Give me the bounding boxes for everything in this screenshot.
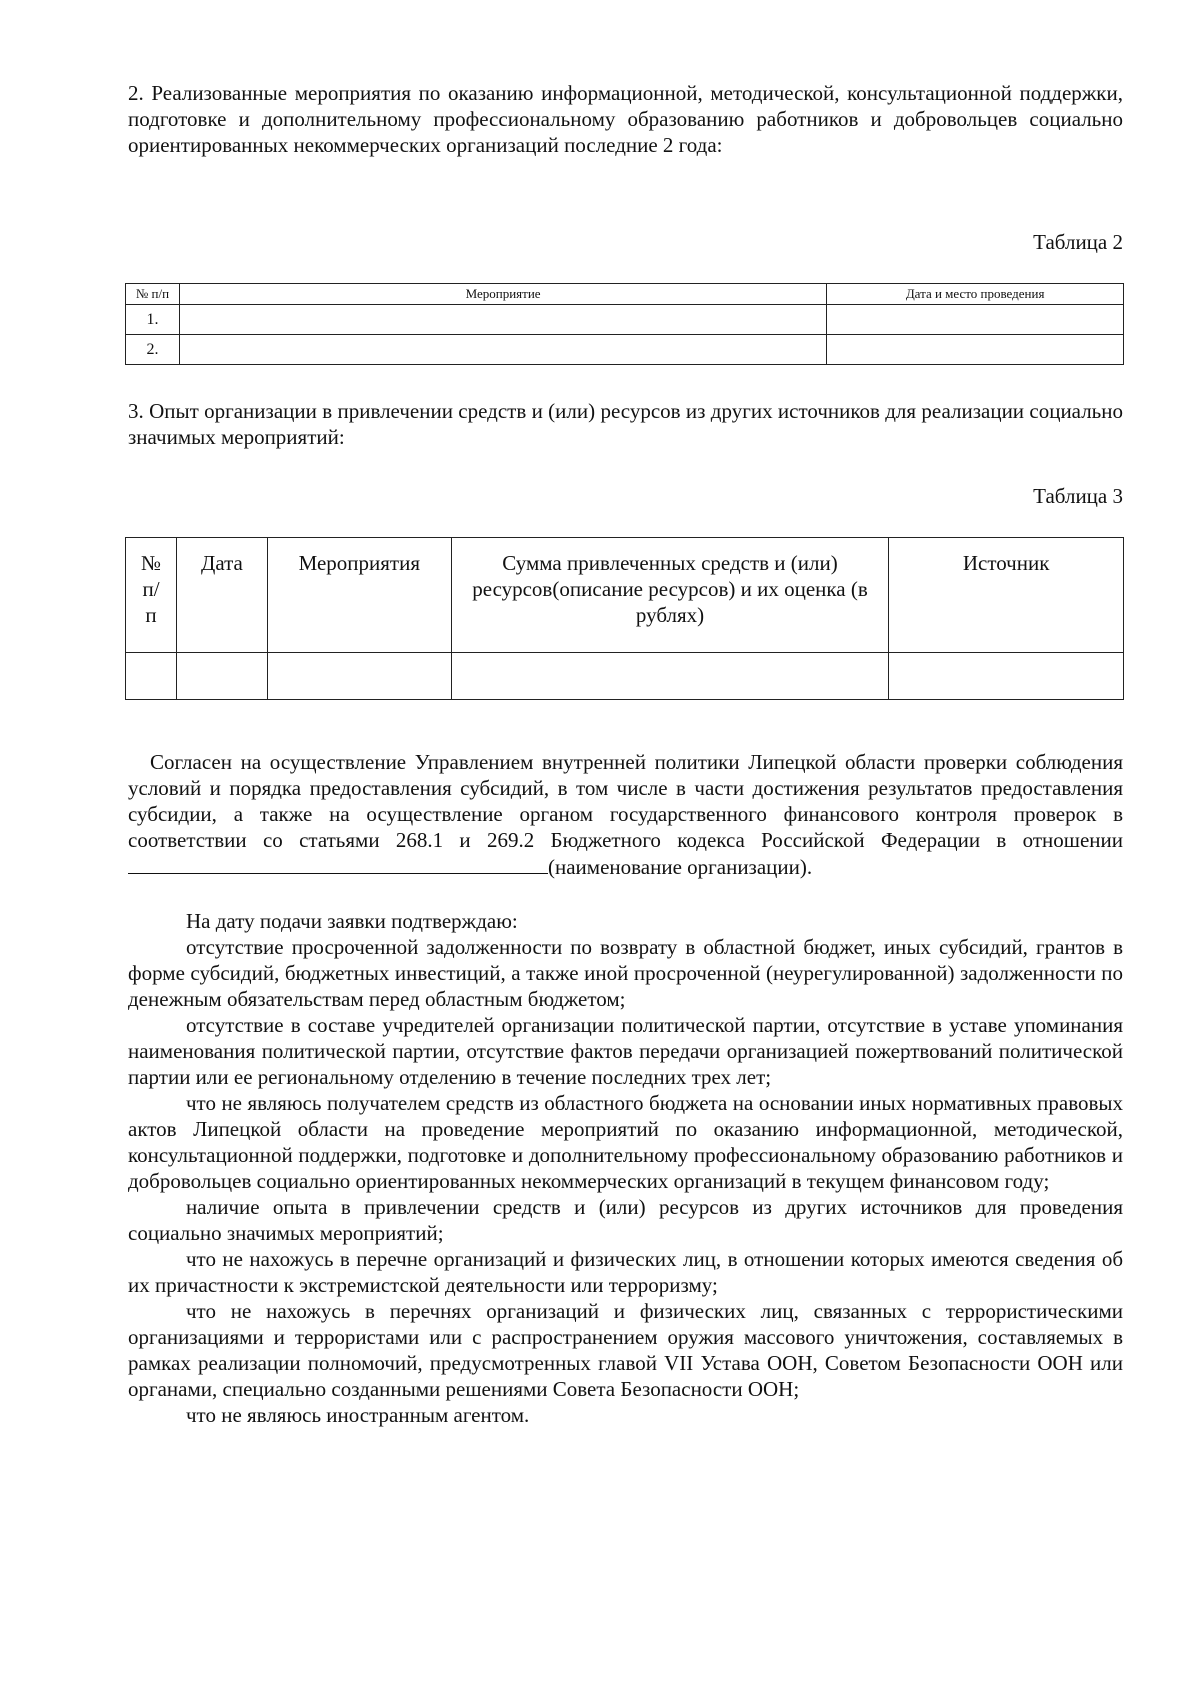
confirm-item: что не нахожусь в перечне организаций и физических лиц, в отношении которых имеются сведения об их причастности к экстремистской деятельности или терроризму; <box>128 1247 1123 1297</box>
table3-cell-source <box>889 653 1124 700</box>
table2-cell-date-place <box>827 305 1124 335</box>
table2-header-date-place: Дата и место проведения <box>827 284 1124 305</box>
table2-header-event: Мероприятие <box>179 284 826 305</box>
table3-cell-num <box>126 653 177 700</box>
table3-header-sum: Сумма привлеченных средств и (или) ресурсов(описание ресурсов) и их оценка (в рублях) <box>451 538 889 653</box>
table3-header-num: № п/п <box>126 538 177 653</box>
consent-text-start: Согласен на осуществление Управлением внутренней политики Липецкой области проверки соблюдения условий и порядка предоставления субсидий, в том числе в части достижения результатов предоставления субсидии, а также на осуществление органом государственного финансового контроля проверок в соответствии со статьями 268.1 и 269.2 Бюджетного кодекса Российской Федерации в отношении <box>128 750 1123 852</box>
table-row <box>126 335 1124 365</box>
table3-header-source: Источник <box>889 538 1124 653</box>
table2-caption: Таблица 2 <box>1033 230 1123 254</box>
table3-header-row <box>126 538 1124 653</box>
table2-cell-date-place <box>827 335 1124 365</box>
table2-header-num: № п/п <box>126 284 180 305</box>
table3-cell-sum <box>451 653 889 700</box>
table2-cell-event <box>179 335 826 365</box>
table3-caption: Таблица 3 <box>1033 484 1123 508</box>
consent-text-end: (наименование организации). <box>548 855 813 879</box>
table3 <box>125 537 1124 700</box>
section3-heading: 3. Опыт организации в привлечении средств и (или) ресурсов из других источников для реализации социально значимых мероприятий: <box>128 399 1123 449</box>
table2-cell-num: 2. <box>126 335 180 365</box>
confirm-item: что не являюсь получателем средств из областного бюджета на основании иных нормативных правовых актов Липецкой области на проведение мероприятий по оказанию информационной, методической, консультационной поддержки, подготовке и дополнительному профессиональному образованию работников и добровольцев социально ориентированных некоммерческих организаций в текущем финансовом году; <box>128 1091 1123 1193</box>
section2-heading: 2. Реализованные мероприятия по оказанию информационной, методической, консультационной поддержки, подготовке и дополнительному профессиональному образованию работников и добровольцев социально ориентированных некоммерческих организаций последние 2 года: <box>128 81 1123 157</box>
confirm-item: отсутствие в составе учредителей организации политической партии, отсутствие в уставе упоминания наименования политической партии, отсутствие фактов передачи организацией пожертвований политической партии или ее региональному отделению в течение последних трех лет; <box>128 1013 1123 1089</box>
confirm-item: отсутствие просроченной задолженности по возврату в областной бюджет, иных субсидий, грантов в форме субсидий, бюджетных инвестиций, а также иной просроченной (неурегулированной) задолженности по денежным обязательствам перед областным бюджетом; <box>128 935 1123 1011</box>
table-row <box>126 653 1124 700</box>
confirm-item: что не являюсь иностранным агентом. <box>186 1403 530 1427</box>
confirm-intro: На дату подачи заявки подтверждаю: <box>186 909 518 933</box>
table2 <box>125 283 1124 365</box>
table3-cell-date <box>176 653 267 700</box>
table2-cell-event <box>179 305 826 335</box>
table2-cell-num: 1. <box>126 305 180 335</box>
table3-header-events: Мероприятия <box>267 538 451 653</box>
confirm-item: наличие опыта в привлечении средств и (или) ресурсов из других источников для проведения социально значимых мероприятий; <box>128 1195 1123 1245</box>
confirmations <box>128 908 1123 1428</box>
organization-name-blank <box>128 853 548 874</box>
consent-paragraph <box>128 749 1123 880</box>
confirm-item: что не нахожусь в перечнях организаций и физических лиц, связанных с террористическими организациями и террористами или с распространением оружия массового уничтожения, составляемых в рамках реализации полномочий, предусмотренных главой VII Устава ООН, Советом Безопасности ООН или органами, специально созданными решениями Совета Безопасности ООН; <box>128 1299 1123 1401</box>
table3-header-date: Дата <box>176 538 267 653</box>
table3-cell-events <box>267 653 451 700</box>
table2-header-row <box>126 284 1124 305</box>
table-row <box>126 305 1124 335</box>
